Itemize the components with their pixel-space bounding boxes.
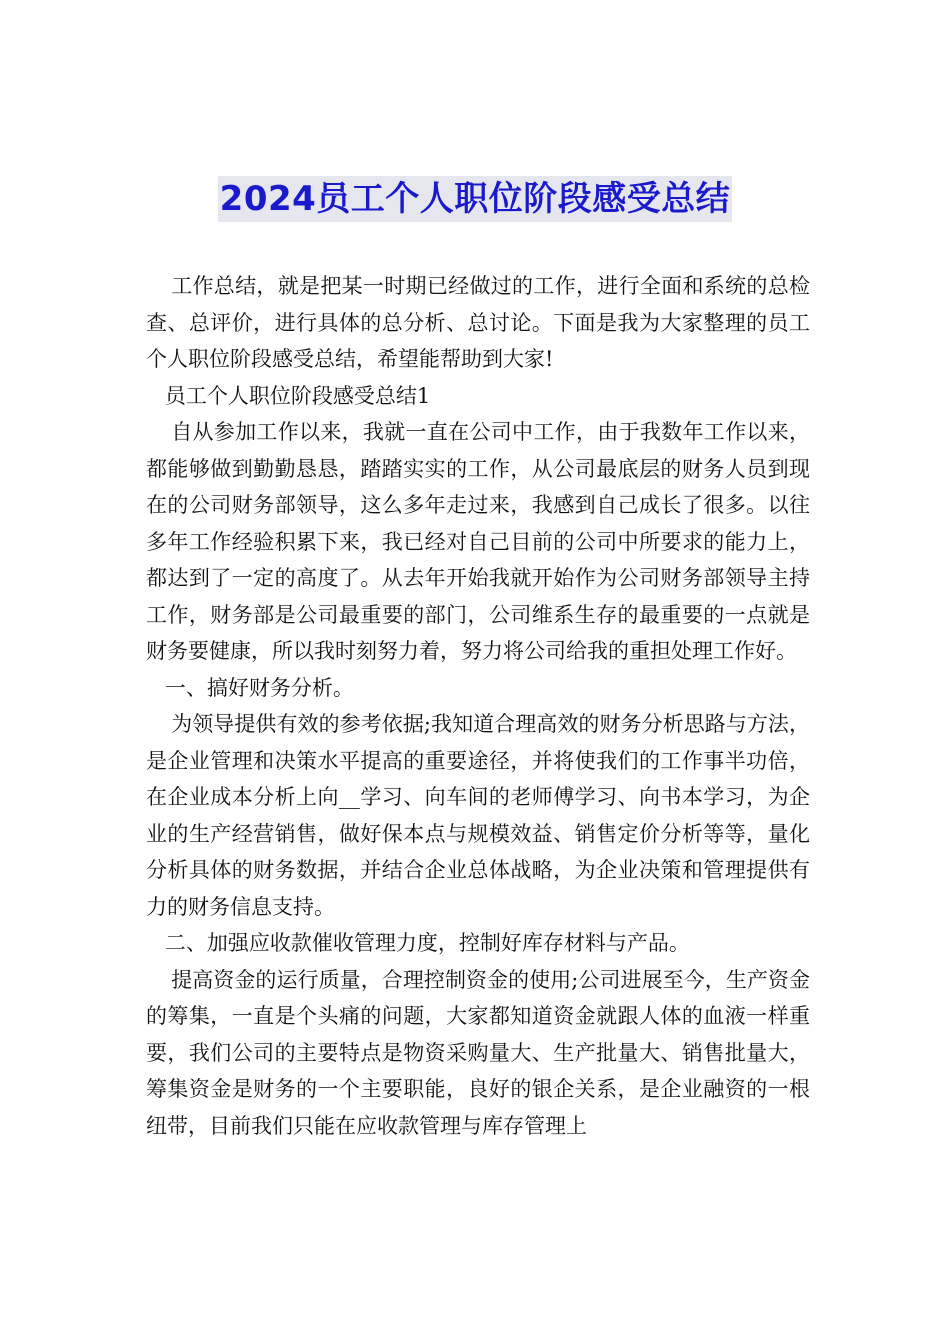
paragraph-receivables: 提高资金的运行质量，合理控制资金的使用;公司进展至今，生产资金的筹集，一直是个头痛的问题，大家都知道资金就跟人体的血液一样重要，我们公司的主要特点是物资采购量大、生产批量大、销售批量大，筹集资金是财务的一个主要职能，良好的银企关系，是企业融资的一根纽带，目前我们只能在应收款管理与库存管理上 [146,967,810,1138]
paragraph-financial-analysis: 为领导提供有效的参考依据;我知道合理高效的财务分析思路与方法，是企业管理和决策水平提高的重要途径，并将使我们的工作事半功倍，在企业成本分析上向__学习、向车间的老师傅学习、向书本学习，为企业的生产经营销售，做好保本点与规模效益、销售定价分析等等，量化分析具体的财务数据，并结合企业总体战略，为企业决策和管理提供有力的财务信息支持。 [146,712,810,919]
section-heading-receivables: 二、加强应收款催收管理力度，控制好库存材料与产品。 [164,931,690,955]
document-title-text: 2024员工个人职位阶段感受总结 [218,176,733,222]
section-heading-financial-analysis: 一、搞好财务分析。 [164,675,354,700]
section-heading-1: 员工个人职位阶段感受总结1 [164,383,431,408]
document-body [146,268,810,1144]
document-title [0,176,950,222]
paragraph-intro: 工作总结，就是把某一时期已经做过的工作，进行全面和系统的总检查、总评价，进行具体的总分析、总讨论。下面是我为大家整理的员工个人职位阶段感受总结，希望能帮助到大家! [146,274,810,371]
paragraph-experience: 自从参加工作以来，我就一直在公司中工作，由于我数年工作以来，都能够做到勤勤恳恳，踏踏实实的工作，从公司最底层的财务人员到现在的公司财务部领导，这么多年走过来，我感到自己成长了很多。以往多年工作经验积累下来，我已经对自己目前的公司中所要求的能力上，都达到了一定的高度了。从去年开始我就开始作为公司财务部领导主持工作，财务部是公司最重要的部门，公司维系生存的最重要的一点就是财务要健康，所以我时刻努力着，努力将公司给我的重担处理工作好。 [146,420,810,663]
